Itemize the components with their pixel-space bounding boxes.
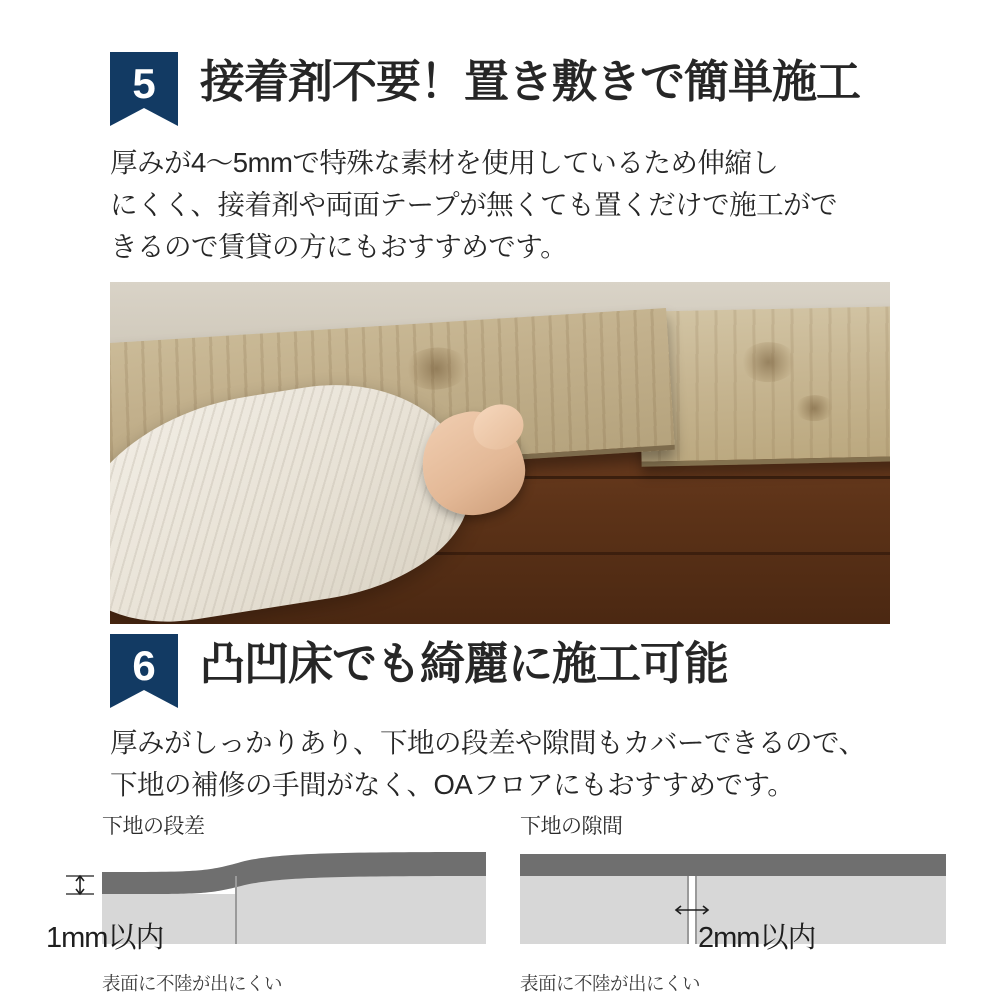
- section-6-title: 凸凹床でも綺麗に施工可能: [200, 638, 729, 689]
- diagram-step-note: 表面に不陸が出にくい: [102, 973, 283, 994]
- diagram-gap-dimension: 2mm以内: [698, 922, 816, 954]
- section-6-body-line-2: 下地の補修の手間がなく、OAフロアにもおすすめです。: [110, 768, 795, 800]
- section-6-number-flag: 6: [110, 634, 178, 708]
- section-6-heading: [110, 634, 910, 708]
- section-5-body: [110, 142, 910, 267]
- section-5-heading: [110, 52, 900, 126]
- wood-knot-icon: [740, 342, 797, 383]
- diagram-step-dimension: 1mm以内: [46, 922, 164, 954]
- section-5-number-flag: 5: [110, 52, 178, 126]
- section-5-body-line-1: 厚みが4〜5mmで特殊な素材を使用しているため伸縮し: [110, 147, 779, 178]
- section-6: [110, 634, 910, 806]
- substrate-left-shape: [520, 876, 688, 944]
- flooring-layer-shape: [520, 854, 946, 876]
- wood-knot-icon: [794, 395, 835, 422]
- diagram-gap-caption: 下地の隙間: [520, 815, 623, 838]
- photo-plank-right: [639, 307, 890, 468]
- diagram-gap-note: 表面に不陸が出にくい: [520, 973, 701, 994]
- section-5-body-line-3: きるので賃貸の方にもおすすめです。: [110, 230, 568, 262]
- diagram-row: [0, 810, 1000, 1000]
- diagram-step-caption: 下地の段差: [102, 815, 205, 838]
- wood-knot-icon: [403, 346, 470, 392]
- installation-photo: [110, 282, 890, 624]
- diagram-gap: [500, 810, 970, 1000]
- section-5-body-line-2: にくく、接着剤や両面テープが無くても置くだけで施工がで: [110, 188, 838, 220]
- diagram-step: [36, 810, 486, 1000]
- section-5-title: 接着剤不要！置き敷きで簡単施工: [200, 56, 861, 107]
- section-5: [110, 52, 900, 267]
- section-6-body: [110, 722, 940, 806]
- section-6-body-line-1: 厚みがしっかりあり、下地の段差や隙間もカバーできるので、: [110, 727, 866, 758]
